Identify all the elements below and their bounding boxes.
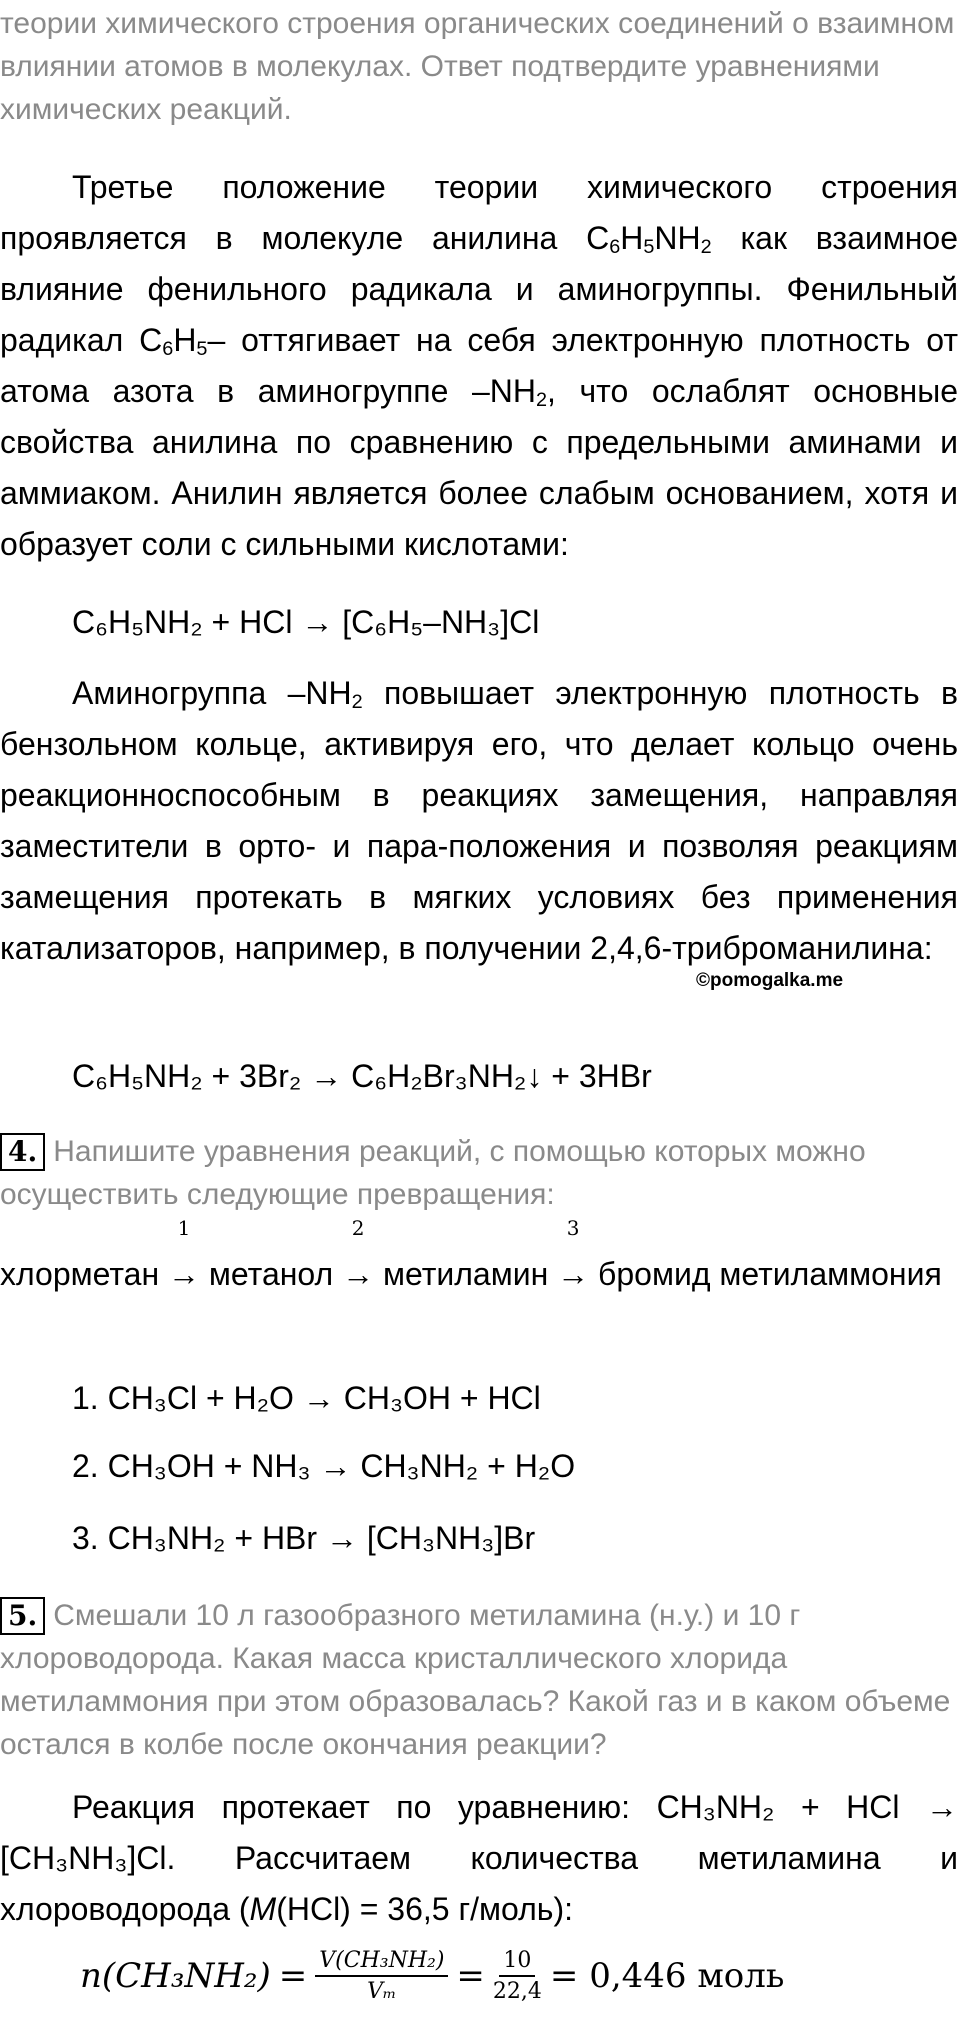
answer3-paragraph2: [0, 668, 958, 974]
question4-equation1: 1. CH₃Cl + H₂O → CH₃OH + HCl: [72, 1380, 541, 1416]
chain-arrow-1: [168, 1216, 201, 1300]
question4-equation2: 2. CH₃OH + NH₃ → CH₃NH₂ + H₂O: [72, 1448, 576, 1484]
methylamine-amount-formula: [80, 1948, 784, 2004]
transformation-chain-text: [0, 1216, 958, 1300]
fraction-values-numerator: 10: [499, 1948, 535, 1977]
answer3-p2-part-b: повышает электронную плотность в бензольном кольце, активируя его, что делает кольцо очень реакционноспособным в реакциях замещения, направляя заместители в орто- и пара-положения и позволяя реакциям замещения протекать в мягких условиях без применения катализаторов, например, в получении 2,4,6-триброманилина:: [0, 675, 959, 966]
chain-step-number-2: 2: [351, 1216, 365, 1240]
chain-arrow-3: [557, 1216, 590, 1300]
answer5-part-b: (HCl) = 36,5 г/моль):: [276, 1891, 574, 1927]
answer3-paragraph1: [0, 162, 958, 570]
question5-prompt: Смешали 10 л газообразного метиламина (н.у.) и 10 г хлороводорода. Какая масса кристаллического хлорида метиламмония при этом образовалась? Какой газ и в каком объеме остался в колбе после окончания реакции?: [0, 1599, 951, 1761]
chain-item-chloromethane: хлорметан: [0, 1256, 160, 1292]
question4-number-badge: 4.: [0, 1133, 45, 1171]
arrow-icon: →: [342, 1256, 375, 1292]
chain-step-number-3: 3: [566, 1216, 580, 1240]
arrow-icon: →: [557, 1256, 590, 1292]
formula-equals: =: [278, 1956, 308, 1996]
question4-prompt: Напишите уравнения реакций, с помощью которых можно осуществить следующие превращения:: [0, 1135, 866, 1211]
watermark: ©pomogalka.me: [696, 970, 844, 991]
answer3-equation1-block: [0, 602, 958, 642]
answer3-equation1: C₆H₅NH₂ + HCl → [C₆H₅–NH₃]Cl: [72, 604, 540, 640]
question3-tail-text: теории химического строения органических соединений о взаимном влиянии атомов в молекулах. Ответ подтвердите уравнениями химических реакций.: [0, 7, 955, 126]
question4-equation3-block: [0, 1518, 958, 1558]
arrow-icon: →: [168, 1256, 201, 1292]
fraction-volume-denominator: Vₘ: [367, 1979, 397, 2004]
question4-equation1-block: [0, 1378, 958, 1418]
question5-block: [0, 1594, 958, 1766]
answer5-molar-mass-symbol: M: [249, 1891, 277, 1927]
question5-text: [0, 1594, 958, 1766]
answer3-p1-part-b: как взаимное влияние фенильного радикала и аминогруппы. Фенильный радикал C: [0, 220, 959, 358]
formula-result: = 0,446 моль: [549, 1956, 785, 1996]
formula-fraction-values: [493, 1948, 542, 2004]
question4-equation2-block: [0, 1446, 958, 1486]
answer3-paragraph1-text: Третье положение теории химического строения проявляется в молекуле анилина $C_6H_5NH_2$ как взаимное влияние фенильного радикала и аминогруппы. Фенильный радикал $C_6H_5-$ оттягивает на себя электронную плотность от атома азота в аминогруппе $-NH_2$, что ослаблят основные свойства анилина по сравнению с предельными аминами и аммиаком. Анилин является более слабым основанием, хотя и образует соли с сильными кислотами:: [0, 169, 959, 562]
chain-item-methanol: метанол: [208, 1256, 334, 1292]
question4-equation3: 3. CH₃NH₂ + HBr → [CH₃NH₃]Br: [72, 1520, 536, 1556]
question4-block: [0, 1130, 958, 1216]
question4-text: [0, 1130, 958, 1216]
chain-step-number-1: 1: [177, 1216, 191, 1240]
answer3-p2-part-a: Аминогруппа –NH: [72, 675, 352, 711]
transformation-chain: [0, 1216, 958, 1300]
chain-item-methylammonium-bromide: бромид метиламмония: [598, 1256, 942, 1292]
formula-lhs: n(CH₃NH₂): [80, 1956, 271, 1996]
answer5-paragraph: [0, 1782, 958, 1935]
answer3-p1-part-d: , что ослаблят основные свойства анилина по сравнению с предельными аминами и аммиаком. Анилин является более слабым основанием, хотя и образует соли с сильными кислотами:: [0, 373, 959, 562]
answer5-paragraph-text: [0, 1782, 958, 1935]
fraction-volume-numerator: V(CH₃NH₂): [315, 1948, 448, 1977]
formula-fraction-volume: [315, 1948, 448, 2004]
answer3-paragraph2-text: Аминогруппа $-NH_2$ повышает электронную плотность в бензольном кольце, активируя его, что делает кольцо очень реакционноспособным в реакциях замещения, направляя заместители в орто- и пара-положения и позволяя реакциям замещения протекать в мягких условиях без применения катализаторов, например, в получении 2,4,6-триброманилина:: [0, 675, 959, 966]
chain-arrow-2: [342, 1216, 375, 1300]
answer3-p1-part-a: Третье положение теории химического строения проявляется в молекуле анилина C: [0, 169, 958, 256]
question3-text-block: [0, 2, 958, 131]
fraction-values-denominator: 22,4: [492, 1979, 542, 2004]
question5-number-badge: 5.: [0, 1597, 45, 1635]
formula-equals-2: =: [456, 1956, 485, 1996]
answer5-part-a: Реакция протекает по уравнению: CH₃NH₂ + HCl → [CH₃NH₃]Cl. Рассчитаем количества метиламина и хлороводорода (: [0, 1789, 958, 1927]
answer3-p1-part-c: – оттягивает на себя электронную плотность от атома азота в аминогруппе –NH: [0, 322, 959, 409]
answer3-equation2: C₆H₅NH₂ + 3Br₂ → C₆H₂Br₃NH₂↓ + 3HBr: [72, 1058, 652, 1094]
answer3-equation2-block: [0, 1056, 958, 1096]
chain-item-methylamine: метиламин: [382, 1256, 549, 1292]
